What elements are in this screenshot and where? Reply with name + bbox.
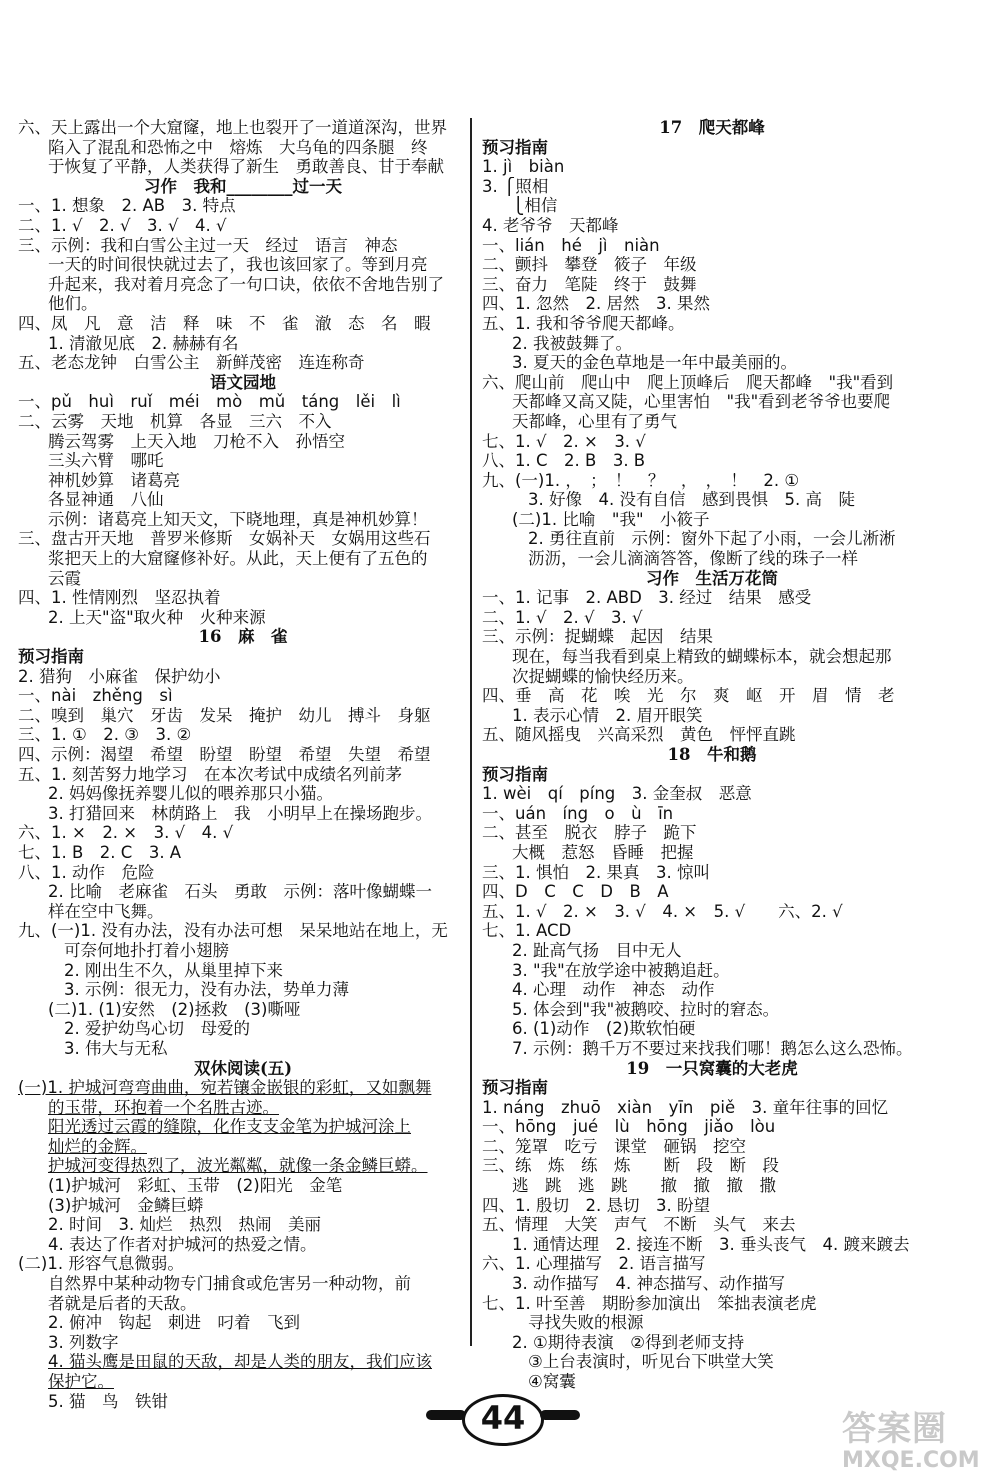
answer-line: 一、1. 想象 2. AB 3. 特点 bbox=[18, 196, 236, 216]
answer-line: 2. 俯冲 钩起 刺进 叼着 飞到 bbox=[48, 1313, 300, 1333]
answer-line: 陷入了混乱和恐怖之中 熔炼 大乌龟的四条腿 终 bbox=[48, 137, 428, 157]
answer-line: 的玉带，环抱着一个名胜古迹。 bbox=[48, 1097, 279, 1117]
answer-line: 样在空中飞舞。 bbox=[48, 901, 164, 921]
answer-line: 2. 刚出生不久，从巢里掉下来 bbox=[64, 960, 283, 980]
answer-line: 三、示例：我和白雪公主过一天 经过 语言 神态 bbox=[18, 235, 398, 255]
answer-line: 腾云驾雾 上天入地 刀枪不入 孙悟空 bbox=[48, 431, 345, 451]
answer-line: 各显神通 八仙 bbox=[48, 490, 164, 510]
answer-line: 次捉蝴蝶的愉快经历来。 bbox=[512, 666, 694, 686]
answer-line: 2. 妈妈像抚养婴儿似的喂养那只小猫。 bbox=[48, 784, 333, 804]
answer-line: 保护它。 bbox=[48, 1372, 114, 1391]
answer-line: 现在，每当我看到桌上精致的蝴蝶标本，就会想起那 bbox=[512, 647, 892, 667]
answer-line: 3. 打猎回来 林荫路上 我 小明早上在操场跑步。 bbox=[48, 803, 432, 823]
answer-line: 六、天上露出一个大窟窿，地上也裂开了一道道深沟，世界 bbox=[18, 118, 447, 137]
answer-line: 二、云雾 天地 机算 各显 三六 不入 bbox=[18, 411, 332, 431]
answer-line: 3. 伟大与无私 bbox=[64, 1038, 168, 1058]
answer-line: (二)1. 比喻 "我" 小筱子 bbox=[512, 509, 710, 529]
watermark-url: MXQE.COM bbox=[842, 1448, 980, 1473]
answer-line: 四、1. 忽然 2. 居然 3. 果然 bbox=[482, 294, 710, 314]
section-heading: 双休阅读(五) bbox=[193, 1058, 293, 1078]
section-heading: 16 麻 雀 bbox=[198, 627, 288, 647]
section-heading: 习作 生活万花筒 bbox=[646, 568, 778, 588]
section-heading: 17 爬天都峰 bbox=[659, 118, 765, 137]
answer-line: 六、1. × 2. × 3. √ 4. √ bbox=[18, 823, 234, 843]
answer-line: 四、D C C D B A bbox=[482, 882, 669, 902]
answer-line: 九、(一)1. ， ； ！ ？ ， ， ！ 2. ① bbox=[482, 470, 800, 490]
watermark-logo: 答案圈 bbox=[842, 1409, 947, 1449]
answer-line: (一)1. 护城河弯弯曲曲，宛若镶金嵌银的彩虹，又如飘舞 bbox=[18, 1078, 432, 1098]
answer-line: 神机妙算 诸葛亮 bbox=[48, 470, 180, 490]
answer-line: 3. 列数字 bbox=[48, 1332, 119, 1352]
answer-line: 六、爬山前 爬山中 爬上顶峰后 爬天都峰 "我"看到 bbox=[482, 372, 894, 392]
answer-line: 2. ①期待表演 ②得到老师支持 bbox=[512, 1332, 745, 1352]
answer-line: 四、凤 凡 意 洁 释 味 不 雀 澈 态 名 暇 bbox=[18, 313, 431, 333]
answer-line: 1. 表示心情 2. 眉开眼笑 bbox=[512, 705, 703, 725]
column-divider bbox=[470, 118, 472, 1346]
left-column bbox=[18, 118, 468, 1411]
answer-line: 六、1. 心理描写 2. 语言描写 bbox=[482, 1254, 706, 1274]
answer-line: 2. 爱护幼鸟心切 母爱的 bbox=[64, 1019, 250, 1039]
answer-line: 四、1. 性情刚烈 坚忍执着 bbox=[18, 588, 221, 608]
right-column bbox=[482, 118, 942, 1392]
answer-line: 一、hōng jué lù hōng jiǎo lòu bbox=[482, 1117, 776, 1137]
answer-line: 二、1. √ 2. √ 3. √ bbox=[482, 607, 643, 627]
answer-line: 三、1. ① 2. ③ 3. ② bbox=[18, 725, 192, 745]
answer-line: 二、笼罩 吃亏 课堂 砸锅 挖空 bbox=[482, 1136, 746, 1156]
answer-line: 七、1. 叶至善 期盼参加演出 笨拙表演老虎 bbox=[482, 1293, 817, 1313]
badge-left-ornament bbox=[426, 1410, 466, 1420]
answer-line: 灿烂的金辉。 bbox=[48, 1136, 147, 1156]
answer-line: 三头六臂 哪吒 bbox=[48, 451, 164, 471]
answer-line: 一、uán íng o ù īn bbox=[482, 803, 674, 823]
badge-right-ornament bbox=[540, 1410, 580, 1420]
answer-line: 三、奋力 笔陡 终于 鼓舞 bbox=[482, 274, 697, 294]
page-number: 44 bbox=[480, 1399, 526, 1437]
answer-line: 3. 好像 4. 没有自信 感到畏惧 5. 高 陡 bbox=[528, 490, 855, 510]
answer-line: (3)护城河 金鳞巨蟒 bbox=[48, 1195, 204, 1215]
answer-line: 三、练 炼 练 炼 断 段 断 段 bbox=[482, 1156, 779, 1176]
answer-line: 3. 示例：很无力，没有办法，势单力薄 bbox=[64, 980, 349, 1000]
answer-line: 6. (1)动作 (2)欺软怕硬 bbox=[512, 1019, 696, 1039]
section-heading: 习作 我和________过一天 bbox=[144, 176, 342, 196]
answer-line: 五、随风摇曳 兴高采烈 黄色 怦怦直跳 bbox=[482, 725, 796, 745]
answer-line: (二)1. 形容气息微弱。 bbox=[18, 1254, 184, 1274]
answer-line: 一、lián hé jì niàn bbox=[482, 235, 660, 255]
answer-line: 五、1. 我和爷爷爬天都峰。 bbox=[482, 313, 685, 333]
answer-line: 二、颤抖 攀登 筱子 年级 bbox=[482, 255, 697, 275]
answer-line: 2. 时间 3. 灿烂 热烈 热闹 美丽 bbox=[48, 1215, 321, 1235]
answer-line: 一、1. 记事 2. ABD 3. 经过 结果 感受 bbox=[482, 588, 812, 608]
answer-line: 七、1. √ 2. × 3. √ bbox=[482, 431, 646, 451]
answer-line: 沥沥，一会儿滴滴答答，像断了线的珠子一样 bbox=[528, 549, 858, 569]
section-heading: 预习指南 bbox=[18, 647, 84, 667]
answer-line: 五、老态龙钟 白雪公主 新鲜茂密 连连称奇 bbox=[18, 353, 365, 373]
answer-line: 八、1. 动作 危险 bbox=[18, 862, 155, 882]
answer-line: 示例：诸葛亮上知天文，下晓地理，真是神机妙算！ bbox=[48, 509, 428, 529]
answer-line: 2. 趾高气扬 目中无人 bbox=[512, 940, 682, 960]
answer-line: 3. "我"在放学途中被鹅追赶。 bbox=[512, 960, 730, 980]
answer-line: 1. wèi qí píng 3. 金奎叔 恶意 bbox=[482, 784, 752, 804]
answer-line: 3. 夏天的金色草地是一年中最美丽的。 bbox=[512, 353, 797, 373]
answer-line: 八、1. C 2. B 3. B bbox=[482, 451, 646, 471]
answer-line: 5. 体会到"我"被鹅咬、拉时的窘态。 bbox=[512, 999, 780, 1019]
answer-line: 2. 比喻 老麻雀 石头 勇敢 示例：落叶像蝴蝶一 bbox=[48, 882, 432, 902]
answer-line: 于恢复了平静，人类获得了新生 勇敢善良、甘于奉献 bbox=[48, 157, 444, 177]
answer-line: ③上台表演时，听见台下哄堂大笑 bbox=[528, 1352, 774, 1372]
answer-line: 四、1. 殷切 2. 恳切 3. 盼望 bbox=[482, 1195, 710, 1215]
answer-line: 4. 老爷爷 天都峰 bbox=[482, 215, 619, 235]
answer-line: 1. náng zhuō xiàn yīn piě 3. 童年往事的回忆 bbox=[482, 1097, 889, 1117]
answer-line: 4. 心理 动作 神态 动作 bbox=[512, 980, 715, 1000]
answer-line: 五、情理 大笑 声气 不断 头气 来去 bbox=[482, 1215, 796, 1235]
answer-line: 2. 上天"盗"取火种 火种来源 bbox=[48, 607, 266, 627]
answer-line: 二、嗅到 巢穴 牙齿 发呆 掩护 幼儿 搏斗 身躯 bbox=[18, 705, 431, 725]
answer-line: 二、1. √ 2. √ 3. √ 4. √ bbox=[18, 215, 227, 235]
page-number-badge bbox=[420, 1390, 580, 1446]
answer-line: 四、示例：渴望 希望 盼望 盼望 希望 失望 希望 bbox=[18, 745, 431, 764]
answer-line: 三、盘古开天地 普罗米修斯 女娲补天 女娲用这些石 bbox=[18, 529, 431, 549]
answer-line: 3. 动作描写 4. 神态描写、动作描写 bbox=[512, 1274, 785, 1294]
answer-line: 七、1. B 2. C 3. A bbox=[18, 842, 182, 862]
answer-line: 3. ⎧照相 bbox=[482, 176, 549, 196]
answer-line: 浆把天上的大窟窿修补好。从此，天上便有了五色的 bbox=[48, 549, 428, 569]
section-heading: 预习指南 bbox=[482, 764, 548, 784]
answer-line: 一、pǔ huì ruǐ méi mò mǔ táng lěi lì bbox=[18, 392, 401, 412]
answer-line: 4. 猫头鹰是田鼠的天敌，却是人类的朋友，我们应该 bbox=[48, 1352, 432, 1372]
answer-line: 2. 我被鼓舞了。 bbox=[512, 333, 632, 353]
answer-line: 2. 猎狗 小麻雀 保护幼小 bbox=[18, 666, 221, 686]
answer-line: 一、nài zhěng sì bbox=[18, 686, 173, 706]
answer-line: ④窝囊 bbox=[528, 1372, 576, 1391]
answer-line: 五、1. 刻苦努力地学习 在本次考试中成绩名列前茅 bbox=[18, 764, 402, 784]
answer-line: 二、甚至 脱衣 脖子 跪下 bbox=[482, 823, 697, 843]
answer-line: 5. 猫 鸟 铁钳 bbox=[48, 1391, 168, 1411]
watermark bbox=[842, 1410, 992, 1480]
answer-line: 逃 跳 逃 跳 撤 撤 撤 撒 bbox=[512, 1176, 776, 1196]
answer-line: 云霞 bbox=[48, 568, 81, 588]
answer-line: 天都峰，心里有了勇气 bbox=[512, 411, 677, 431]
answer-line: 他们。 bbox=[48, 294, 98, 314]
answer-line: 4. 表达了作者对护城河的热爱之情。 bbox=[48, 1234, 317, 1254]
section-heading: 预习指南 bbox=[482, 137, 548, 157]
answer-line: 阳光透过云霞的缝隙，化作支支金笔为护城河涂上 bbox=[48, 1117, 411, 1137]
section-heading: 语文园地 bbox=[210, 372, 276, 392]
answer-line: 大概 惹怒 昏睡 把握 bbox=[512, 842, 694, 862]
answer-line: 护城河变得热烈了，波光粼粼，就像一条金鳞巨蟒。 bbox=[48, 1156, 428, 1176]
section-heading: 预习指南 bbox=[482, 1078, 548, 1098]
answer-line: 1. jì biàn bbox=[482, 157, 565, 177]
answer-line: 天都峰又高又陡，心里害怕 "我"看到老爷爷也要爬 bbox=[512, 392, 891, 412]
section-heading: 19 一只窝囊的大老虎 bbox=[626, 1058, 798, 1078]
answer-line: ⎩相信 bbox=[512, 196, 558, 216]
answer-line: 三、1. 惧怕 2. 果真 3. 惊叫 bbox=[482, 862, 710, 882]
answer-line: 者就是后者的天敌。 bbox=[48, 1293, 197, 1313]
answer-line: 7. 示例：鹅千万不要过来找我们哪！鹅怎么这么恐怖。 bbox=[512, 1038, 913, 1058]
section-heading: 18 牛和鹅 bbox=[667, 745, 757, 764]
answer-line: 三、示例：捉蝴蝶 起因 结果 bbox=[482, 627, 713, 647]
answer-line: 寻找失败的根源 bbox=[528, 1313, 644, 1333]
answer-line: 可奈何地扑打着小翅膀 bbox=[64, 940, 229, 960]
answer-line: 九、(一)1. 没有办法，没有办法可想 呆呆地站在地上，无 bbox=[18, 921, 448, 941]
answer-line: 五、1. √ 2. × 3. √ 4. × 5. √ 六、2. √ bbox=[482, 901, 843, 921]
answer-line: 自然界中某种动物专门捕食或危害另一种动物，前 bbox=[48, 1274, 411, 1294]
answer-line: 升起来，我对着月亮念了一句口诀，依依不舍地告别了 bbox=[48, 274, 444, 294]
answer-line: (1)护城河 彩虹、玉带 (2)阳光 金笔 bbox=[48, 1176, 343, 1196]
answer-line: 一天的时间很快就过去了，我也该回家了。等到月亮 bbox=[48, 255, 428, 275]
answer-line: 四、垂 高 花 唉 光 尔 爽 岖 开 眉 情 老 bbox=[482, 686, 895, 706]
answer-line: 七、1. ACD bbox=[482, 921, 572, 941]
answer-line: 2. 勇往直前 示例：窗外下起了小雨，一会儿淅淅 bbox=[528, 529, 896, 549]
answer-line: 1. 通情达理 2. 接连不断 3. 垂头丧气 4. 踱来踱去 bbox=[512, 1234, 910, 1254]
answer-line: 1. 清澈见底 2. 赫赫有名 bbox=[48, 333, 239, 353]
answer-line: (二)1. (1)安然 (2)拯救 (3)嘶哑 bbox=[48, 999, 301, 1019]
